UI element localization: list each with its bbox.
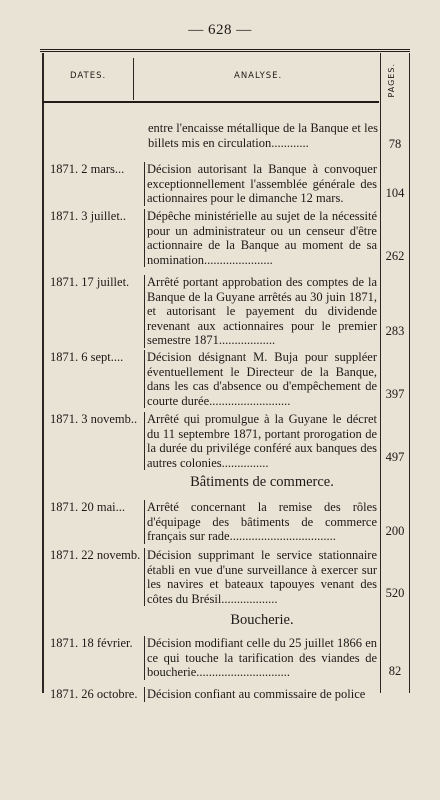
table-row — [42, 121, 407, 153]
entry-date: 1871. 2 mars... — [50, 162, 125, 176]
entry-page: 397 — [385, 387, 405, 401]
table-row — [42, 209, 407, 269]
entry-text: Décision désignant M. Buja pour suppléer éventuellement le Directeur de la Banque, dans les cas d'absence ou d'empêchement de courte durée.......................... — [144, 350, 377, 408]
entry-date: 1871. 18 février. — [50, 636, 133, 650]
header-pages: PAGES. — [387, 63, 396, 98]
top-rule — [40, 49, 410, 52]
entry-page: 200 — [385, 524, 405, 538]
entry-text: Arrêté qui promulgue à la Guyane le décret du 11 septembre 1871, portant prorogation de la durée du privilége conféré aux banques des autres colonies............... — [144, 412, 377, 470]
header-separator — [133, 58, 134, 100]
entry-page: 497 — [385, 450, 405, 464]
entry-date: 1871. 6 sept.... — [50, 350, 124, 364]
entry-page: 262 — [385, 249, 405, 263]
entry-date: 1871. 26 octobre. — [50, 687, 138, 701]
entry-page: 283 — [385, 324, 405, 338]
entry-page: 520 — [385, 586, 405, 600]
entry-text: Arrêté portant approbation des comptes de la Banque de la Guyane arrêtés au 30 juin 1871, et autorisant le payement du dividende revenant aux actionnaires pour le premier semestre 1871.................. — [144, 275, 377, 348]
entry-text: Dépêche ministérielle au sujet de la nécessité pour un administrateur ou un censeur d'être actionnaire de la Banque au moment de sa nomination...................... — [144, 209, 377, 267]
table-row — [42, 548, 407, 608]
entry-date: 1871. 22 novemb. — [50, 548, 141, 562]
section-heading: Boucherie. — [230, 612, 294, 628]
entry-text: Décision autorisant la Banque à convoquer exceptionnellement l'assemblée générale des actionnaires pour le dimanche 12 mars. — [144, 162, 377, 206]
table-row — [42, 687, 407, 703]
header-analyse: ANALYSE. — [234, 71, 283, 81]
entry-date: 1871. 17 juillet. — [50, 275, 130, 289]
entry-text: Arrêté concernant la remise des rôles d'équipage des bâtiments de commerce français sur rade.................................. — [144, 500, 377, 544]
table-row — [42, 162, 407, 208]
entry-date: 1871. 20 mai... — [50, 500, 125, 514]
header-dates: DATES. — [70, 71, 107, 81]
table-row — [42, 275, 407, 347]
entry-date: 1871. 3 novemb.. — [50, 412, 138, 426]
section-heading: Bâtiments de commerce. — [190, 474, 334, 490]
entry-page: 82 — [388, 664, 402, 678]
table-row — [42, 350, 407, 410]
entry-text: Décision supprimant le service stationnaire établi en vue d'une surveillance à exercer sur les navires et bateaux tapouyes venant des côtes du Brésil.................. — [144, 548, 377, 606]
header-rule — [42, 101, 379, 103]
table-header — [42, 55, 407, 103]
page-number: — 628 — — [188, 22, 252, 38]
entry-page: 104 — [385, 186, 405, 200]
entry-date: 1871. 3 juillet.. — [50, 209, 127, 223]
entry-text: entre l'encaisse métallique de la Banque et les billets mis en circulation............ — [148, 121, 378, 150]
entry-page: 78 — [388, 137, 402, 151]
table-row — [42, 500, 407, 546]
table-row — [42, 636, 407, 682]
table-row — [42, 412, 407, 472]
entry-text: Décision confiant au commissaire de police — [144, 687, 377, 702]
entry-text: Décision modifiant celle du 25 juillet 1866 en ce qui touche la tarification des viandes de boucherie.............................. — [144, 636, 377, 680]
